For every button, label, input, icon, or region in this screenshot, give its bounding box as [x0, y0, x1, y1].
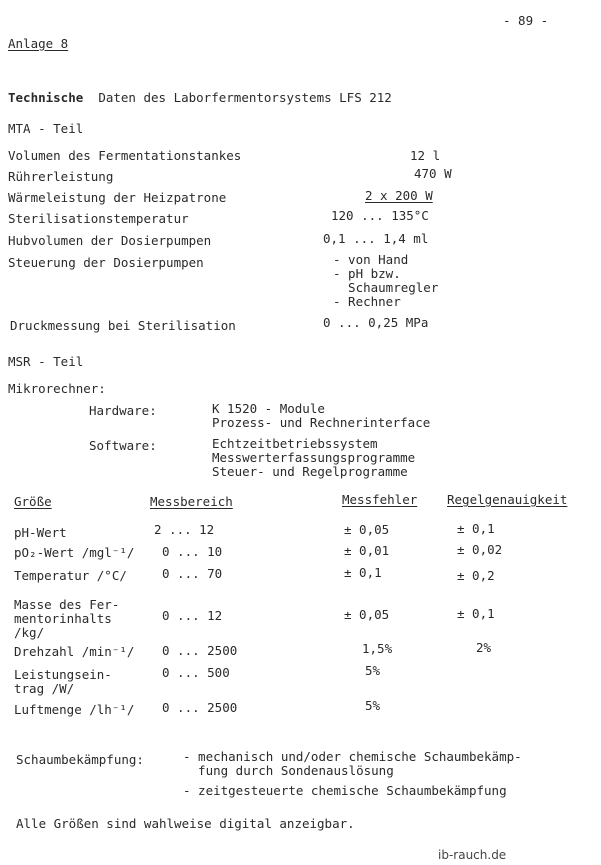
table-cell-error: 5% [365, 663, 381, 678]
table-cell-error: 5% [365, 698, 381, 713]
software-line: Echtzeitbetriebssystem [212, 436, 378, 451]
title-rest: Daten des Laborfermentorsystems LFS 212 [98, 90, 392, 105]
table-cell-accuracy: 2% [476, 640, 492, 655]
table-cell-name: trag /W/ [14, 681, 75, 696]
footer-note: Alle Größen sind wahlweise digital anzeigbar. [16, 816, 355, 831]
table-cell-accuracy: ± 0,1 [457, 521, 495, 536]
spec-label: Rührerleistung [8, 169, 114, 184]
watermark: ib-rauch.de [438, 848, 507, 862]
mta-heading: MTA - Teil [8, 121, 84, 136]
table-cell-name: Leistungsein- [14, 667, 112, 682]
table-cell-name: Temperatur /°C/ [14, 568, 127, 583]
table-cell-range: 0 ... 10 [162, 544, 223, 559]
spec-value: 0,1 ... 1,4 ml [323, 231, 429, 246]
table-header-accuracy: Regelgenauigkeit [447, 492, 568, 507]
spec-value-line: Schaumregler [333, 280, 439, 295]
spec-value-line: - Rechner [333, 294, 401, 309]
software-label: Software: [89, 438, 157, 453]
table-cell-accuracy: ± 0,02 [457, 542, 503, 557]
foam-line: - mechanisch und/oder chemische Schaumbekämp- [183, 749, 522, 764]
table-cell-range: 0 ... 70 [162, 566, 223, 581]
software-line: Steuer- und Regelprogramme [212, 464, 408, 479]
microcomputer-label: Mikrorechner: [8, 381, 106, 396]
spec-label: Steuerung der Dosierpumpen [8, 255, 204, 270]
table-cell-accuracy: ± 0,2 [457, 568, 495, 583]
foam-label: Schaumbekämpfung: [16, 752, 144, 767]
page-number: - 89 - [503, 13, 549, 28]
msr-heading: MSR - Teil [8, 354, 84, 369]
table-cell-range: 0 ... 2500 [162, 700, 238, 715]
table-cell-name: pO₂-Wert /mgl⁻¹/ [14, 545, 135, 560]
table-cell-error: ± 0,01 [344, 543, 390, 558]
spec-label: Wärmeleistung der Heizpatrone [8, 190, 227, 205]
table-cell-error: ± 0,05 [344, 522, 390, 537]
table-header-range: Messbereich [150, 494, 233, 509]
table-cell-name: pH-Wert [14, 525, 67, 540]
hardware-line: Prozess- und Rechnerinterface [212, 415, 431, 430]
table-cell-error: ± 0,05 [344, 607, 390, 622]
table-cell-name: Masse des Fer- [14, 597, 120, 612]
table-cell-name: /kg/ [14, 625, 45, 640]
table-cell-error: 1,5% [362, 641, 393, 656]
foam-line: - zeitgesteuerte chemische Schaumbekämpfung [183, 783, 507, 798]
spec-value-line: - pH bzw. [333, 266, 401, 281]
table-cell-range: 0 ... 2500 [162, 643, 238, 658]
foam-line: fung durch Sondenauslösung [183, 763, 394, 778]
hardware-label: Hardware: [89, 403, 157, 418]
table-cell-range: 0 ... 500 [162, 665, 230, 680]
spec-label: Druckmessung bei Sterilisation [10, 318, 236, 333]
spec-value: 470 W [414, 166, 452, 181]
spec-value: - von Hand [333, 252, 409, 267]
spec-value: 12 l [410, 148, 441, 163]
spec-value: 120 ... 135°C [331, 208, 429, 223]
table-cell-range: 2 ... 12 [154, 522, 215, 537]
spec-label: Hubvolumen der Dosierpumpen [8, 233, 212, 248]
spec-label: Sterilisationstemperatur [8, 211, 189, 226]
document-title [8, 91, 392, 105]
software-line: Messwerterfassungsprogramme [212, 450, 416, 465]
title-bold: Technische [8, 90, 84, 105]
table-cell-accuracy: ± 0,1 [457, 606, 495, 621]
table-cell-name: Drehzahl /min⁻¹/ [14, 644, 135, 659]
table-header-size: Größe [14, 494, 52, 509]
hardware-line: K 1520 - Module [212, 401, 325, 416]
table-cell-error: ± 0,1 [344, 565, 382, 580]
appendix-label: Anlage 8 [8, 36, 69, 51]
spec-value: 0 ... 0,25 MPa [323, 315, 429, 330]
spec-value: 2 x 200 W [365, 188, 433, 203]
table-header-error: Messfehler [342, 492, 418, 507]
table-cell-name: Luftmenge /lh⁻¹/ [14, 702, 135, 717]
table-cell-range: 0 ... 12 [162, 608, 223, 623]
spec-label: Volumen des Fermentationstankes [8, 148, 242, 163]
table-cell-name: mentorinhalts [14, 611, 112, 626]
